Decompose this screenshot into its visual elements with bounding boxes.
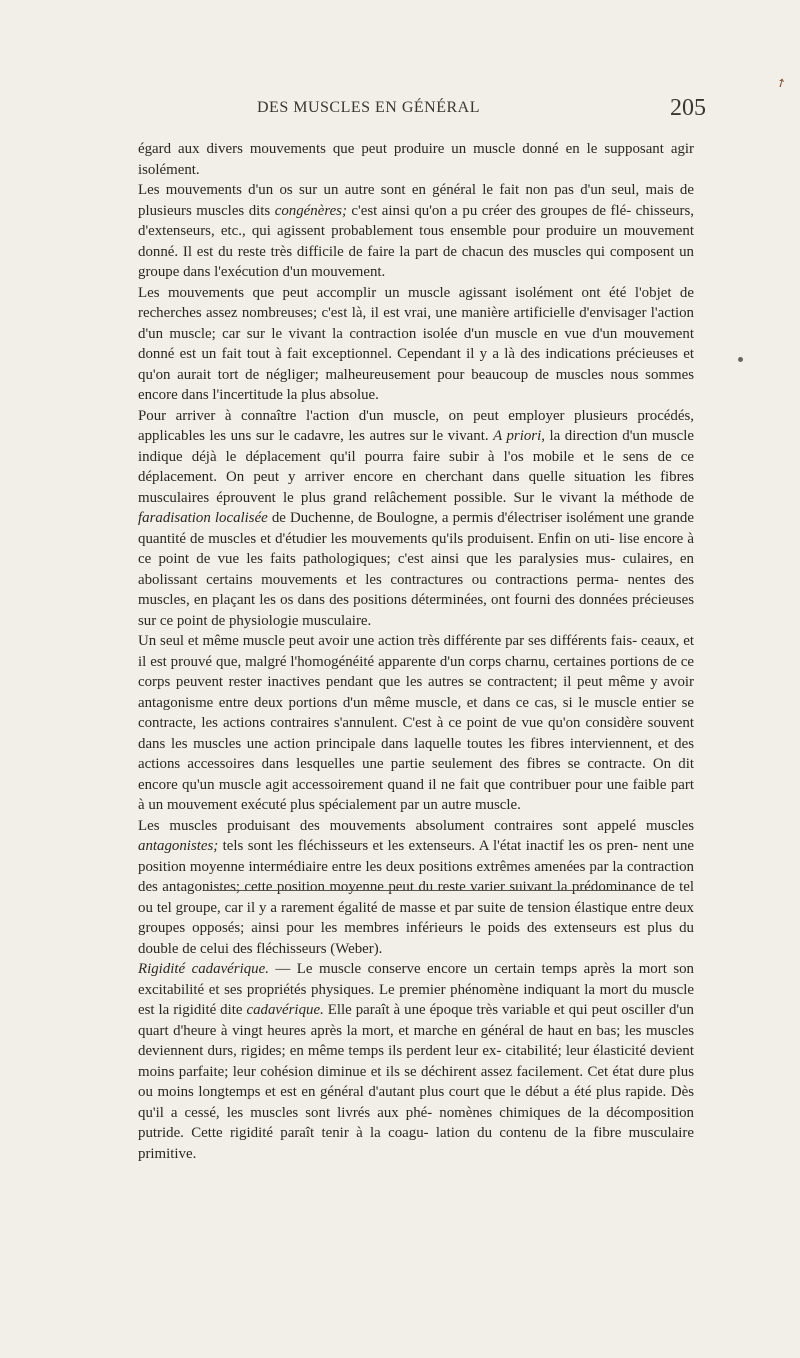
text-run: la direction d'un muscle indique déjà le déplacement qu'il pourra faire subir à l'os mobile et le sens de ce déplacement. On peut y arriver encore en cherchant dans quelle situation les fibres musculaires éprouvent le plus grand relâchement possible. Sur le vivant la méthode de bbox=[138, 428, 695, 506]
text-run: Les mouvements d'un os sur un autre sont en général le fait non pas d'un seul, mais de plusieurs muscles dits bbox=[138, 182, 694, 219]
text-run: de Duchenne, de Boulogne, a permis d'électriser isolément une grande quantité de muscles et d'étudier les mouvements qu'ils produisent. Enfin on uti- lise encore à ce point de vue les faits pathologiques; c'est ainsi que les paralysies mus- culaires, en abolissant certains mouvements et les contractures ou contractions perma- nentes des muscles, en plaçant les os dans des positions déterminées, ont fourni des données précieuses sur ce point de physiologie musculaire. bbox=[138, 510, 694, 629]
closing-rule bbox=[205, 890, 630, 891]
text-run: c'est ainsi qu'on a pu créer des groupes de flé- chisseurs, d'extenseurs, etc., qui agissent probablement tous ensemble pour produire un mouvement donné. Il est du reste très difficile de faire la part de chacun des muscles qui composent un groupe dans l'exécution d'un mouvement. bbox=[138, 202, 694, 280]
paragraph bbox=[138, 139, 694, 180]
text-run: égard aux divers mouvements que peut produire un muscle donné en le supposant agir isolément. bbox=[138, 141, 694, 178]
paragraph bbox=[138, 283, 694, 406]
text-run: Les mouvements que peut accomplir un muscle agissant isolément ont été l'objet de recherches assez nombreuses; c'est là, il est vrai, une manière artificielle d'envisager l'action d'un muscle; car sur le vivant la contraction isolée d'un muscle en vue d'un mouvement donné est un fait tout à fait exceptionnel. Cependant il y a là des indications précieuses et qu'on aurait tort de négliger; malheureusement pour beaucoup de muscles nous sommes encore dans l'incertitude la plus absolue. bbox=[138, 284, 694, 403]
text-run: Pour arriver à connaître l'action d'un muscle, on peut employer plusieurs procédés, applicables les uns sur le cadavre, les autres sur le vivant. bbox=[138, 407, 694, 444]
italic-term: A priori, bbox=[493, 428, 545, 444]
paragraph bbox=[138, 631, 694, 816]
text-run: Elle paraît à une époque très variable et qui peut osciller d'un quart d'heure à vingt heures après la mort, et marche en général de haut en bas; les muscles deviennent durs, rigides; en même temps ils perdent leur ex- citabilité; leur élasticité devient moins parfaite; leur cohésion diminue et ils se déchirent assez facilement. Cet état dure plus ou moins longtemps et est en général d'autant plus court que le début a été plus rapide. Dès qu'il a cessé, les muscles sont livrés aux phé- nomènes chimiques de la décomposition putride. Cette rigidité paraît tenir à la coagu- lation du contenu de la fibre musculaire primitive. bbox=[138, 1002, 694, 1162]
text-run: tels sont les fléchisseurs et les extenseurs. A l'état inactif les os pren- nent une position moyenne intermédiaire entre les deux positions extrêmes amenées par la contraction des antagonistes; cette position moyenne peut du reste varier suivant la prédominance de tel ou tel groupe, car il y a rarement égalité de masse et par suite de tension élastique entre deux groupes opposés; ainsi pour les membres inférieurs le poids des extenseurs est plus du double de celui des fléchisseurs (Weber). bbox=[138, 838, 694, 957]
text-run: Un seul et même muscle peut avoir une action très différente par ses différents fais- ceaux, et il est prouvé que, malgré l'homogénéité apparente d'un corps charnu, certaines portions de ce corps peuvent rester inactives pendant que les autres se contractent; il peut même y avoir antagonisme entre deux portions d'un même muscle, et dans ce cas, si le muscle entier se contracte, les actions contraires s'annulent. C'est à ce point de vue qu'on considère souvent dans les muscles une action principale dans laquelle toutes les fibres interviennent, et des actions accessoires dans lesquelles une partie seulement des fibres se contracte. On dit encore qu'un muscle agit accessoirement quand il ne fait que contribuer pour une faible part à un mouvement exécuté plus spécialement par un autre muscle. bbox=[138, 633, 694, 813]
paragraph bbox=[138, 406, 694, 632]
text-run: — Le muscle conserve encore un certain temps après la mort son excitabilité et ses propriétés physiques. Le premier phénomène indiquant la mort du muscle est la rigidité dite bbox=[138, 961, 695, 1018]
text-run: Les muscles produisant des mouvements absolument contraires sont appelé muscles bbox=[138, 817, 694, 834]
italic-term: faradisation localisée bbox=[138, 510, 268, 526]
margin-arrow-mark: ➚ bbox=[773, 73, 790, 92]
paragraph bbox=[138, 816, 694, 960]
italic-term: congénères; bbox=[274, 202, 347, 219]
page-number: 205 bbox=[670, 95, 706, 121]
margin-dot bbox=[738, 357, 743, 362]
italic-term: cadavérique. bbox=[246, 1002, 324, 1018]
paragraph bbox=[138, 180, 694, 283]
body-text bbox=[138, 139, 694, 1164]
paragraph bbox=[138, 959, 694, 1164]
italic-term: Rigidité cadavérique. bbox=[138, 961, 269, 977]
running-head bbox=[0, 95, 800, 123]
italic-term: antagonistes; bbox=[138, 838, 219, 854]
running-title: DES MUSCLES EN GÉNÉRAL bbox=[257, 99, 481, 116]
